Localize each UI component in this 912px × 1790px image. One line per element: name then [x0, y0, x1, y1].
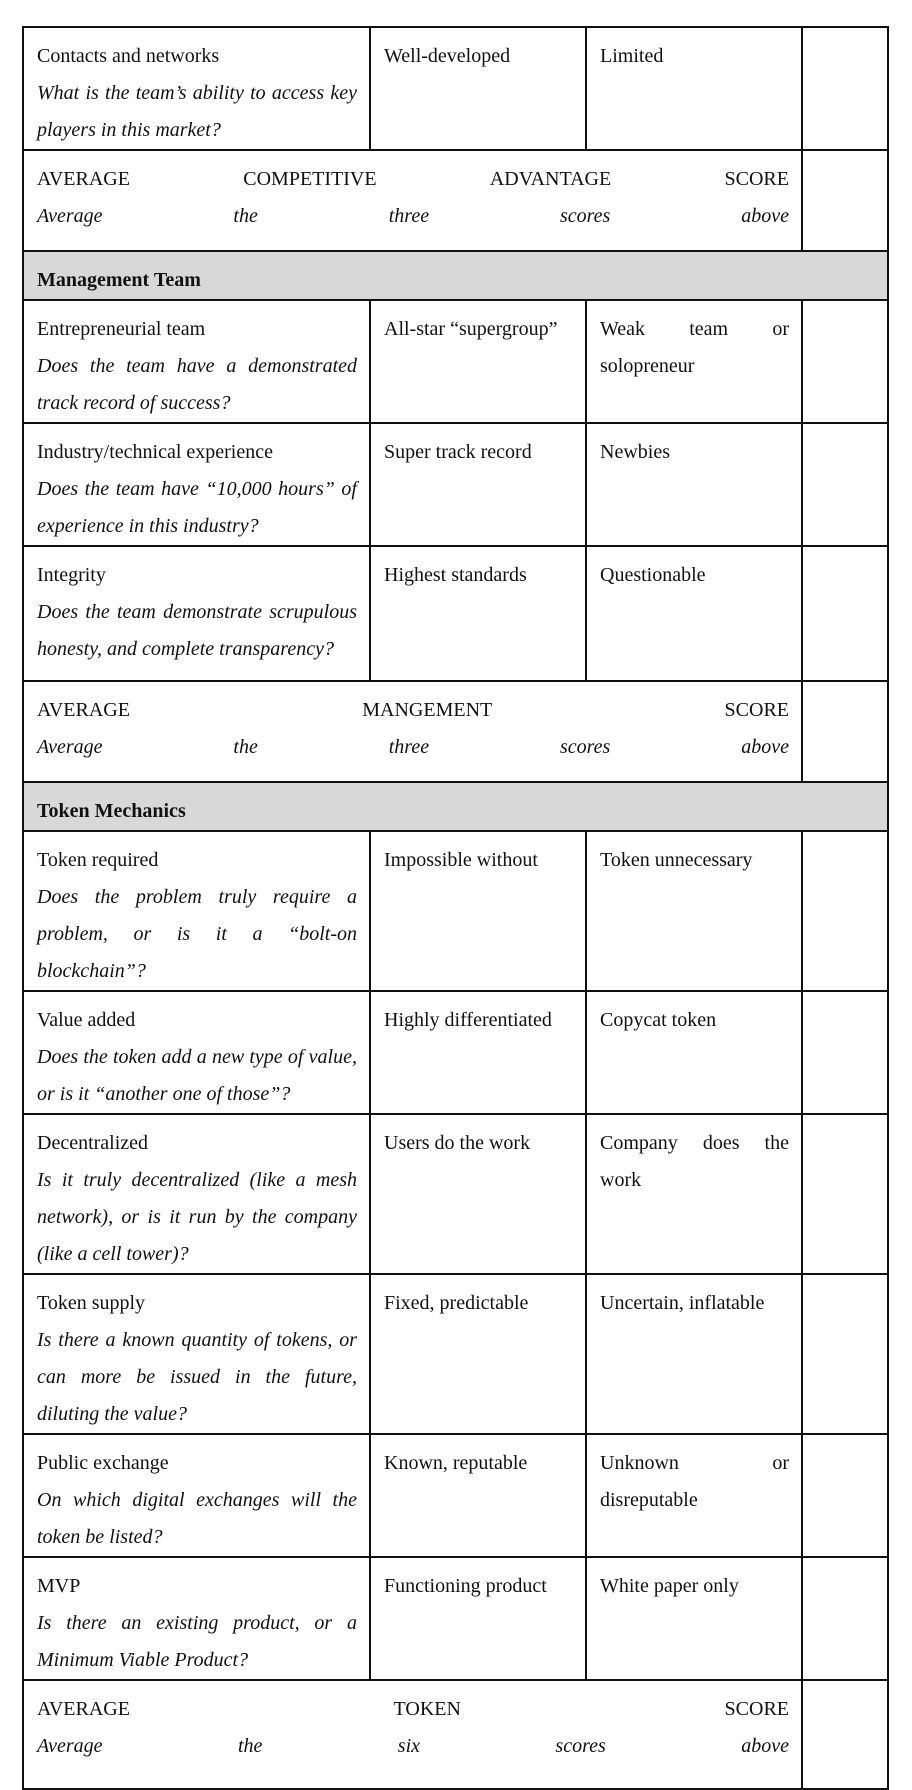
table-row	[23, 546, 888, 681]
table-row	[23, 300, 888, 423]
low-rating-cell: Questionable	[586, 546, 802, 681]
table-row	[23, 1434, 888, 1557]
criterion-label: Integrity	[37, 564, 106, 586]
low-rating-cell: White paper only	[586, 1557, 802, 1680]
high-rating-cell: Super track record	[370, 423, 586, 546]
criterion-cell	[23, 300, 370, 423]
criterion-label: Decentralized	[37, 1132, 149, 1154]
criterion-label: Entrepreneurial team	[37, 318, 206, 340]
criterion-label: MVP	[37, 1575, 81, 1597]
low-rating-cell: Weak team or solopreneur	[586, 300, 802, 423]
average-row	[23, 681, 888, 782]
score-cell[interactable]	[802, 300, 888, 423]
high-rating-cell: Highly differentiated	[370, 991, 586, 1114]
low-rating-cell: Company does the work	[586, 1114, 802, 1274]
low-rating-cell: Token unnecessary	[586, 831, 802, 991]
criterion-cell	[23, 1557, 370, 1680]
high-rating-cell: Impossible without	[370, 831, 586, 991]
low-rating-cell: Uncertain, inflatable	[586, 1274, 802, 1434]
criterion-cell	[23, 423, 370, 546]
high-rating-cell: Users do the work	[370, 1114, 586, 1274]
criterion-question: Is there a known quantity of tokens, or can more be issued in the future, diluting the value?	[37, 1329, 357, 1425]
low-rating-cell: Copycat token	[586, 991, 802, 1114]
criterion-cell	[23, 991, 370, 1114]
average-instruction: Average the three scores above	[37, 205, 789, 227]
section-header-row	[23, 251, 888, 300]
average-cell	[23, 150, 802, 251]
evaluation-table	[22, 26, 889, 1790]
high-rating-cell: All-star “supergroup”	[370, 300, 586, 423]
criterion-cell	[23, 1114, 370, 1274]
average-cell	[23, 681, 802, 782]
criterion-question: Is it truly decentralized (like a mesh network), or is it run by the company (like a cell tower)?	[37, 1169, 357, 1265]
high-rating-cell: Fixed, predictable	[370, 1274, 586, 1434]
criterion-cell	[23, 831, 370, 991]
criterion-cell	[23, 546, 370, 681]
criterion-label: Industry/technical experience	[37, 441, 273, 463]
criterion-cell	[23, 1274, 370, 1434]
average-score-cell[interactable]	[802, 150, 888, 251]
criterion-label: Token required	[37, 849, 159, 871]
criterion-label: Value added	[37, 1009, 136, 1031]
section-title: Token Mechanics	[23, 782, 888, 831]
average-cell	[23, 1680, 802, 1789]
score-cell[interactable]	[802, 423, 888, 546]
criterion-cell	[23, 27, 370, 150]
score-cell[interactable]	[802, 1434, 888, 1557]
average-instruction: Average the six scores above	[37, 1735, 789, 1757]
table-row	[23, 1557, 888, 1680]
average-row	[23, 150, 888, 251]
criterion-question: Is there an existing product, or a Minimum Viable Product?	[37, 1612, 357, 1671]
criterion-question: On which digital exchanges will the token be listed?	[37, 1489, 357, 1548]
score-cell[interactable]	[802, 546, 888, 681]
table-row	[23, 423, 888, 546]
criterion-question: Does the team have a demonstrated track record of success?	[37, 355, 357, 414]
criterion-question: Does the token add a new type of value, or is it “another one of those”?	[37, 1046, 357, 1105]
average-row	[23, 1680, 888, 1789]
average-score-cell[interactable]	[802, 681, 888, 782]
score-cell[interactable]	[802, 1557, 888, 1680]
high-rating-cell: Highest standards	[370, 546, 586, 681]
table-row	[23, 27, 888, 150]
criterion-label: Contacts and networks	[37, 45, 220, 67]
criterion-label: Token supply	[37, 1292, 146, 1314]
section-title: Management Team	[23, 251, 888, 300]
average-instruction: Average the three scores above	[37, 736, 789, 758]
high-rating-cell: Functioning product	[370, 1557, 586, 1680]
table-row	[23, 831, 888, 991]
score-cell[interactable]	[802, 27, 888, 150]
average-title: AVERAGE MANGEMENT SCORE	[37, 699, 789, 721]
high-rating-cell: Known, reputable	[370, 1434, 586, 1557]
section-header-row	[23, 782, 888, 831]
criterion-question: Does the team have “10,000 hours” of experience in this industry?	[37, 478, 357, 537]
table-row	[23, 1114, 888, 1274]
low-rating-cell: Unknown or disreputable	[586, 1434, 802, 1557]
criterion-label: Public exchange	[37, 1452, 169, 1474]
score-cell[interactable]	[802, 991, 888, 1114]
criterion-cell	[23, 1434, 370, 1557]
average-title: AVERAGE COMPETITIVE ADVANTAGE SCORE	[37, 168, 789, 190]
criterion-question: Does the problem truly require a problem, or is it a “bolt-on blockchain”?	[37, 886, 357, 982]
table-row	[23, 1274, 888, 1434]
score-cell[interactable]	[802, 1274, 888, 1434]
low-rating-cell: Limited	[586, 27, 802, 150]
score-cell[interactable]	[802, 1114, 888, 1274]
criterion-question: Does the team demonstrate scrupulous honesty, and complete transparency?	[37, 601, 357, 660]
score-cell[interactable]	[802, 831, 888, 991]
low-rating-cell: Newbies	[586, 423, 802, 546]
high-rating-cell: Well-developed	[370, 27, 586, 150]
table-row	[23, 991, 888, 1114]
average-title: AVERAGE TOKEN SCORE	[37, 1698, 789, 1720]
criterion-question: What is the team’s ability to access key players in this market?	[37, 82, 357, 141]
average-score-cell[interactable]	[802, 1680, 888, 1789]
